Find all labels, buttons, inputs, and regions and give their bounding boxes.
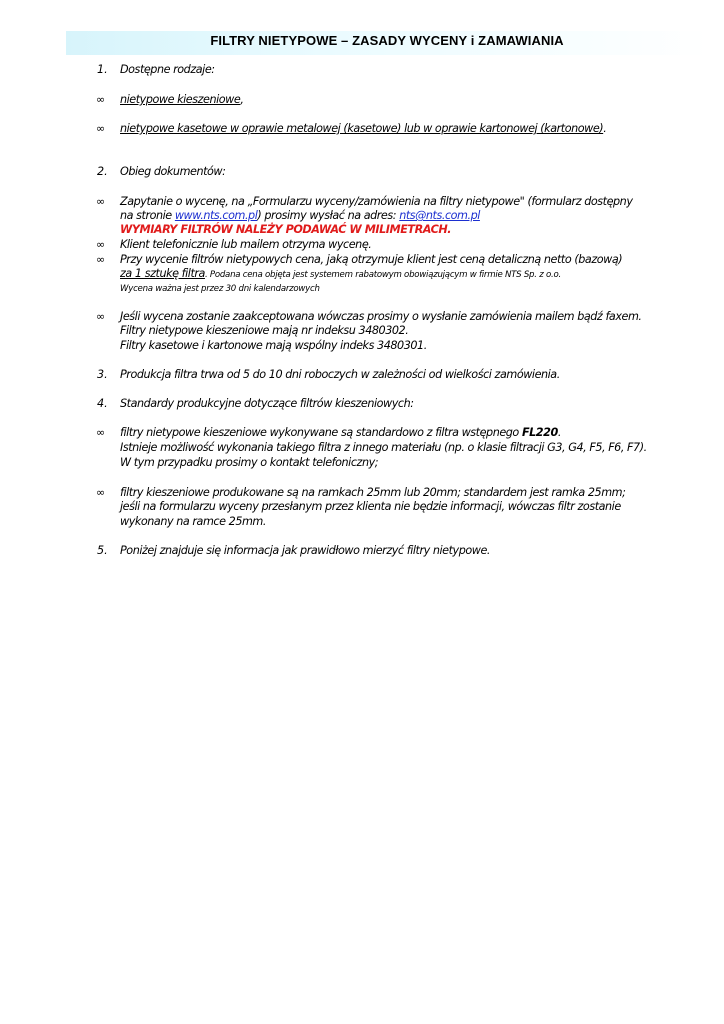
section-2-p2: Klient telefonicznie lub mailem otrzyma wycenę. <box>120 238 372 251</box>
section-4-p1-line-1 <box>120 426 561 440</box>
small-note: . Podana cena objęta jest systemem rabatowym obowiązującym w firmie NTS Sp. z o.o. <box>204 270 561 280</box>
section-4-number: 4. <box>97 397 108 410</box>
bullet-icon: ∞ <box>96 195 106 208</box>
section-2-p3-line-3: Wycena ważna jest przez 30 dni kalendarzowych <box>120 284 320 294</box>
bullet-icon: ∞ <box>96 93 106 106</box>
section-2-p4-line-2: Filtry nietypowe kieszeniowe mają nr indeksu 3480302. <box>120 324 409 337</box>
section-2-heading: Obieg dokumentów: <box>120 165 226 178</box>
item-text: nietypowe kasetowe w oprawie metalowej (kasetowe) lub w oprawie kartonowej (kartonowe) <box>120 122 604 135</box>
section-4-p1-line-3: W tym przypadku prosimy o kontakt telefoniczny; <box>120 456 379 469</box>
item-text: nietypowe kieszeniowe <box>120 93 241 106</box>
underlined-text: za 1 sztukę filtra <box>120 267 205 280</box>
text: ) prosimy wysłać na adres: <box>257 209 400 222</box>
section-2-number: 2. <box>97 165 108 178</box>
section-2-p1-line-2 <box>120 209 480 223</box>
section-4-p1-line-2: Istnieje możliwość wykonania takiego filtra z innego materiału (np. o klasie filtracji G3, G4, F5, F6, F7). <box>120 441 647 454</box>
section-1-item-1 <box>120 93 243 107</box>
bullet-icon: ∞ <box>96 253 106 266</box>
section-3-number: 3. <box>97 368 108 381</box>
bullet-icon: ∞ <box>96 486 106 499</box>
bullet-icon: ∞ <box>96 426 106 439</box>
text: filtry nietypowe kieszeniowe wykonywane są standardowo z filtra wstępnego <box>120 426 522 439</box>
section-2-p4-line-1: Jeśli wycena zostanie zaakceptowana wówczas prosimy o wysłanie zamówienia mailem bądź faxem. <box>120 310 642 323</box>
email-link[interactable]: nts@nts.com.pl <box>399 209 480 222</box>
section-1-item-2 <box>120 122 606 136</box>
item-tail: , <box>240 93 244 106</box>
bullet-icon: ∞ <box>96 238 106 251</box>
section-2-p3-line-2 <box>120 267 561 282</box>
section-4-p2-line-2: jeśli na formularzu wyceny przesłanym przez klienta nie będzie informacji, wówczas filtr zostanie <box>120 500 621 513</box>
section-5-number: 5. <box>97 544 108 557</box>
bullet-icon: ∞ <box>96 122 106 135</box>
text: . <box>557 426 561 439</box>
page-title: FILTRY NIETYPOWE – ZASADY WYCENY i ZAMAWIANIA <box>210 33 564 48</box>
bullet-icon: ∞ <box>96 310 106 323</box>
section-5-text: Poniżej znajduje się informacja jak prawidłowo mierzyć filtry nietypowe. <box>120 544 491 557</box>
section-3-text: Produkcja filtra trwa od 5 do 10 dni roboczych w zależności od wielkości zamówienia. <box>120 368 560 381</box>
section-2-p3-line-1: Przy wycenie filtrów nietypowych cena, jaką otrzymuje klient jest ceną detaliczną netto (bazową) <box>120 253 623 266</box>
section-2-p1-line-1: Zapytanie o wycenę, na „Formularzu wyceny/zamówienia na filtry nietypowe" (formularz dostępny <box>120 195 633 208</box>
section-2-p4-line-3: Filtry kasetowe i kartonowe mają wspólny indeks 3480301. <box>120 339 427 352</box>
filter-code: FL220 <box>521 426 558 439</box>
dimensions-warning: WYMIARY FILTRÓW NALEŻY PODAWAĆ W MILIMETRACH. <box>120 223 452 236</box>
section-4-p2-line-1: filtry kieszeniowe produkowane są na ramkach 25mm lub 20mm; standardem jest ramka 25mm; <box>120 486 626 499</box>
section-4-p2-line-3: wykonany na ramce 25mm. <box>120 515 266 528</box>
section-1-number: 1. <box>97 63 108 76</box>
item-tail: . <box>603 122 607 135</box>
section-1-heading: Dostępne rodzaje: <box>120 63 215 76</box>
section-4-heading: Standardy produkcyjne dotyczące filtrów kieszeniowych: <box>120 397 414 410</box>
text: na stronie <box>120 209 175 222</box>
website-link[interactable]: www.nts.com.pl <box>174 209 258 222</box>
